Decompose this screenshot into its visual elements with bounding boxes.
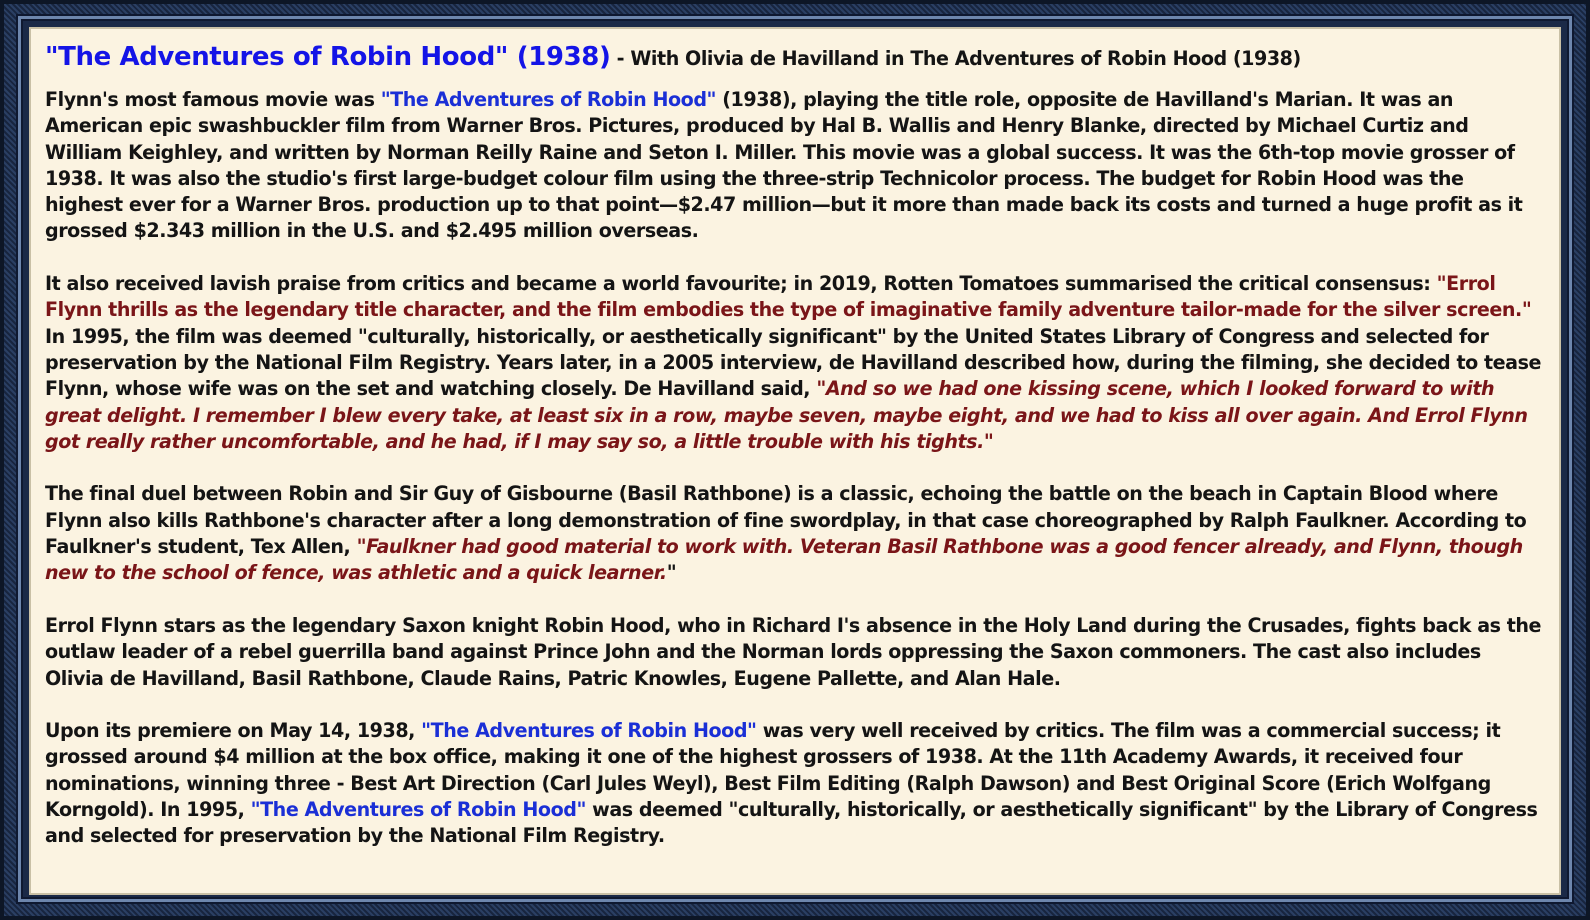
paragraph-text: was very well received by critics. The film was a commercial success; it grossed around $4 million at the box office, making it one of the highest grossers of 1938. At the 11th Academy Awards, it received four nominations, winning three - Best Art Direction (Carl Jules Weyl), Best Film Editing (Ralph Dawson) and Best Original Score (Erich Wolfgang Korngold). In 1995, (45, 719, 1501, 822)
rotten-tomatoes-quote: "Errol Flynn thrills as the legendary title character, and the film embodies the type of imaginative family adventure tailor-made for the silver screen." (45, 272, 1532, 322)
heading-line (45, 39, 1545, 77)
paragraph-text: was deemed "culturally, historically, or aesthetically significant" by the Library of Congress and selected for preservation by the National Film Registry. (45, 798, 1538, 848)
paragraph-text: It also received lavish praise from critics and became a world favourite; in 2019, Rotten Tomatoes summarised the critical consensus: (45, 272, 1437, 296)
paragraph-text: (1938), playing the title role, opposite de Havilland's Marian. It was an American epic swashbuckler film from Warner Bros. Pictures, produced by Hal B. Wallis and Henry Blanke, directed by Michael Curtiz and William Keighley, and written by Norman Reilly Raine and Seton I. Miller. This movie was a global success. It was the 6th-top movie grosser of 1938. It was also the studio's first large-budget colour film using the three-strip Technicolor process. The budget for Robin Hood was the highest ever for a Warner Bros. production up to that point—$2.47 million—but it more than made back its costs and turned a huge profit as it grossed $2.343 million in the U.S. and $2.495 million overseas. (45, 88, 1523, 243)
paragraph-text: Flynn's most famous movie was (45, 88, 381, 111)
page-subtitle: - With Olivia de Havilland in The Adventures of Robin Hood (1938) (610, 47, 1301, 70)
tex-allen-quote: "Faulkner had good material to work with. Veteran Basil Rathbone was a good fencer already, and Flynn, though new to the school of fence, was athletic and a quick learner. (45, 535, 1523, 585)
page-title: "The Adventures of Robin Hood" (1938) (45, 42, 611, 72)
paragraph-2 (45, 271, 1545, 455)
paragraph-4 (45, 613, 1545, 692)
paragraph-3 (45, 481, 1545, 586)
de-havilland-quote: "And so we had one kissing scene, which I looked forward to with great delight. I remember I blew every take, at least six in a row, maybe seven, maybe eight, and we had to kiss all over again. And Errol Flynn got really rather uncomfortable, and he had, if I may say so, a little trouble with his tights." (45, 377, 1528, 453)
text-panel (29, 27, 1561, 895)
paragraph-1 (45, 87, 1545, 245)
film-title-highlight: "The Adventures of Robin Hood" (250, 798, 586, 822)
quote-close: " (666, 561, 677, 585)
film-title-highlight: "The Adventures of Robin Hood" (421, 719, 757, 743)
film-title-highlight: "The Adventures of Robin Hood" (380, 88, 717, 111)
paragraph-text: Errol Flynn stars as the legendary Saxon knight Robin Hood, who in Richard I's absence in the Holy Land during the Crusades, fights back as the outlaw leader of a rebel guerrilla band against Prince John and the Norman lords oppressing the Saxon commoners. The cast also includes Olivia de Havilland, Basil Rathbone, Claude Rains, Patric Knowles, Eugene Pallette, and Alan Hale. (45, 613, 1542, 690)
paragraph-text: In 1995, the film was deemed "culturally, historically, or aesthetically significant" by the United States Library of Congress and selected for preservation by the National Film Registry. Years later, in a 2005 interview, de Havilland described how, during the filming, she decided to tease Flynn, whose wife was on the set and watching closely. De Havilland said, (45, 324, 1542, 401)
paragraph-5 (45, 718, 1545, 849)
paragraph-text: The final duel between Robin and Sir Guy of Gisbourne (Basil Rathbone) is a classic, echoing the battle on the beach in Captain Blood where Flynn also kills Rathbone's character after a long demonstration of fine swordplay, in that case choreographed by Ralph Faulkner. According to Faulkner's student, Tex Allen, (45, 482, 1527, 559)
paragraph-text: Upon its premiere on May 14, 1938, (45, 719, 422, 743)
